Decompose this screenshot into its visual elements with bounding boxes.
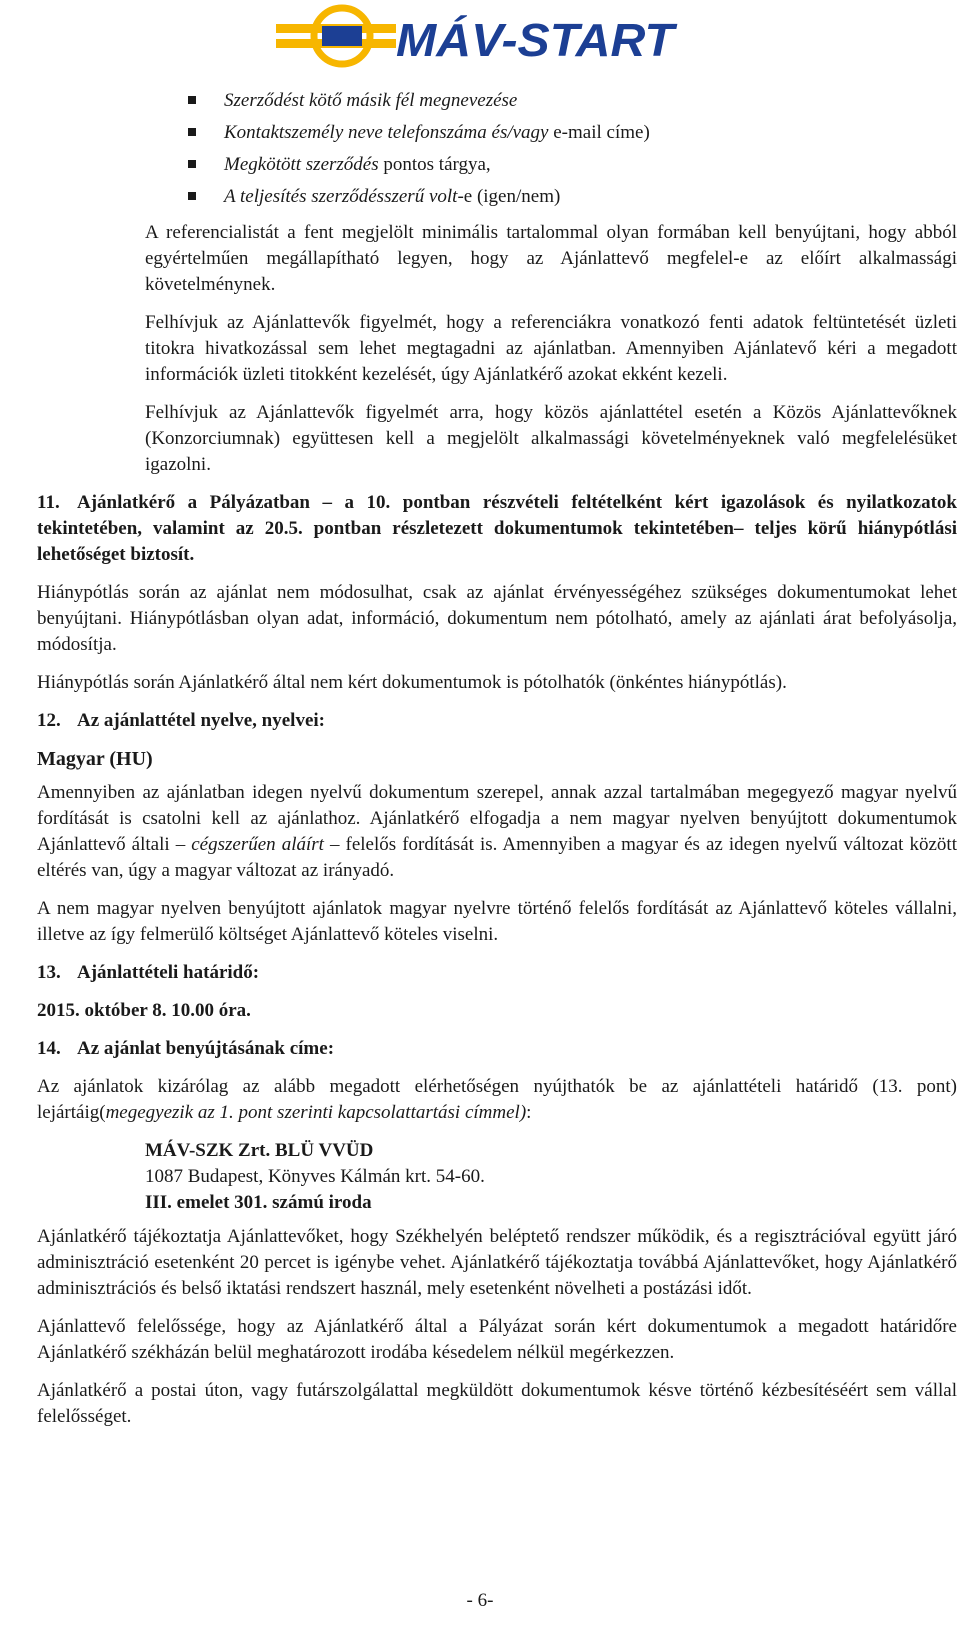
section-14-paragraph-2: Ajánlatkérő tájékoztatja Ajánlattevőket, hogy Székhelyén beléptető rendszer működik, és a regisztrációval együtt járó adminisztráció esetenként 20 percet is igénybe vehet. Ajánlatkérő tájékoztatja továbbá Ajánlattevőket, hogy Ajánlatkérő adminisztrációs és belső iktatási rendszert használ, mely esetenként növelheti a postázási időt.	[37, 1226, 957, 1299]
paragraph-consortium: Felhívjuk az Ajánlattevők figyelmét arra, hogy közös ajánlattétel esetén a Közös Ajánlattevőknek (Konzorciumnak) együttesen kell a megjelölt alkalmassági követelményeknek való megfelelésüket igazolni.	[145, 402, 957, 475]
section-11-paragraph-2: Hiánypótlás során Ajánlatkérő által nem kért dokumentumok is pótolhatók (önkéntes hiánypótlás).	[37, 672, 787, 693]
deadline-value: 2015. október 8. 10.00 óra.	[37, 1000, 251, 1021]
submission-address	[145, 1138, 957, 1216]
section-14-paragraph-1: Az ajánlatok kizárólag az alább megadott elérhetőségen nyújthatók be az ajánlattételi határidő (13. pont) lejártáig(megegyezik az 1. pont szerinti kapcsolattartási címmel):	[37, 1076, 957, 1123]
address-org: MÁV-SZK Zrt. BLÜ VVÜD	[145, 1140, 374, 1161]
section-12-paragraph-2: A nem magyar nyelven benyújtott ajánlatok magyar nyelvre történő felelős fordítását az Ajánlattevő köteles vállalni, illetve az így felmerülő költséget Ajánlattevő köteles viselni.	[37, 898, 957, 945]
list-item: Kontaktszemély neve telefonszáma és/vagy e-mail címe)	[224, 120, 957, 146]
section-11-heading: 11. Ajánlatkérő a Pályázatban – a 10. pontban részvételi feltételként kért igazolások és nyilatkozatok tekintetében, valamint az 20.5. pontban részletezett dokumentumok tekintetében– teljes körű hiánypótlási lehetőséget biztosít.	[37, 492, 957, 565]
section-11-paragraph-1: Hiánypótlás során az ajánlat nem módosulhat, csak az ajánlat érvényességéhez szükséges dokumentumokat lehet benyújtani. Hiánypótlásban olyan adat, információ, dokumentum nem pótolható, amely az ajánlati árat befolyásolja, módosítja.	[37, 582, 957, 655]
section-12-paragraph-1: Amennyiben az ajánlatban idegen nyelvű dokumentum szerepel, annak azzal tartalmában megegyező magyar nyelvű fordítását is csatolni kell az ajánlathoz. Ajánlatkérő elfogadja a nem magyar nyelven benyújtott dokumentumok Ajánlattevő általi – cégszerűen aláírt – felelős fordítását is. Amennyiben a magyar és az idegen nyelvű változat között eltérés van, úgy a magyar változat az irányadó.	[37, 782, 957, 881]
address-street: 1087 Budapest, Könyves Kálmán krt. 54-60.	[145, 1166, 485, 1187]
reference-requirements-list	[37, 88, 957, 210]
section-14-paragraph-3: Ajánlattevő felelőssége, hogy az Ajánlatkérő által a Pályázat során kért dokumentumok a megadott határidőre Ajánlatkérő székházán belül meghatározott irodába késedelem nélkül megérkezzen.	[37, 1316, 957, 1363]
section-13-heading: 13. Ajánlattételi határidő:	[37, 962, 260, 983]
list-item: A teljesítés szerződésszerű volt-e (igen/nem)	[224, 184, 957, 210]
address-room: III. emelet 301. számú iroda	[145, 1192, 372, 1213]
logo-text: MÁV-START	[396, 14, 678, 66]
list-item: Megkötött szerződés pontos tárgya,	[224, 152, 957, 178]
section-14-heading: 14. Az ajánlat benyújtásának címe:	[37, 1038, 335, 1059]
list-item: Szerződést kötő másik fél megnevezése	[224, 88, 957, 114]
paragraph-business-secret: Felhívjuk az Ajánlattevők figyelmét, hogy a referenciákra vonatkozó fenti adatok feltüntetését üzleti titokra hivatkozással sem lehet megtagadni az ajánlatban. Amennyiben Ajánlatevő kéri a megadott információk üzleti titokként kezelését, úgy Ajánlatkérő azokat ekként kezeli.	[145, 312, 957, 385]
mav-start-logo	[276, 4, 678, 68]
section-12-heading: 12. Az ajánlattétel nyelve, nyelvei:	[37, 710, 325, 731]
page-number: - 6-	[466, 1590, 494, 1611]
logo-emblem	[276, 8, 396, 64]
document-body	[37, 88, 957, 1442]
paragraph-reference-list: A referencialistát a fent megjelölt minimális tartalommal olyan formában kell benyújtani, hogy abból egyértelműen megállapítható legyen, hogy az Ajánlattevő megfelel-e az előírt alkalmassági követelménynek.	[145, 222, 957, 295]
language-value: Magyar (HU)	[37, 748, 153, 770]
section-14-paragraph-4: Ajánlatkérő a postai úton, vagy futárszolgálattal megküldött dokumentumok késve történő kézbesítéséért sem vállal felelősséget.	[37, 1380, 957, 1427]
